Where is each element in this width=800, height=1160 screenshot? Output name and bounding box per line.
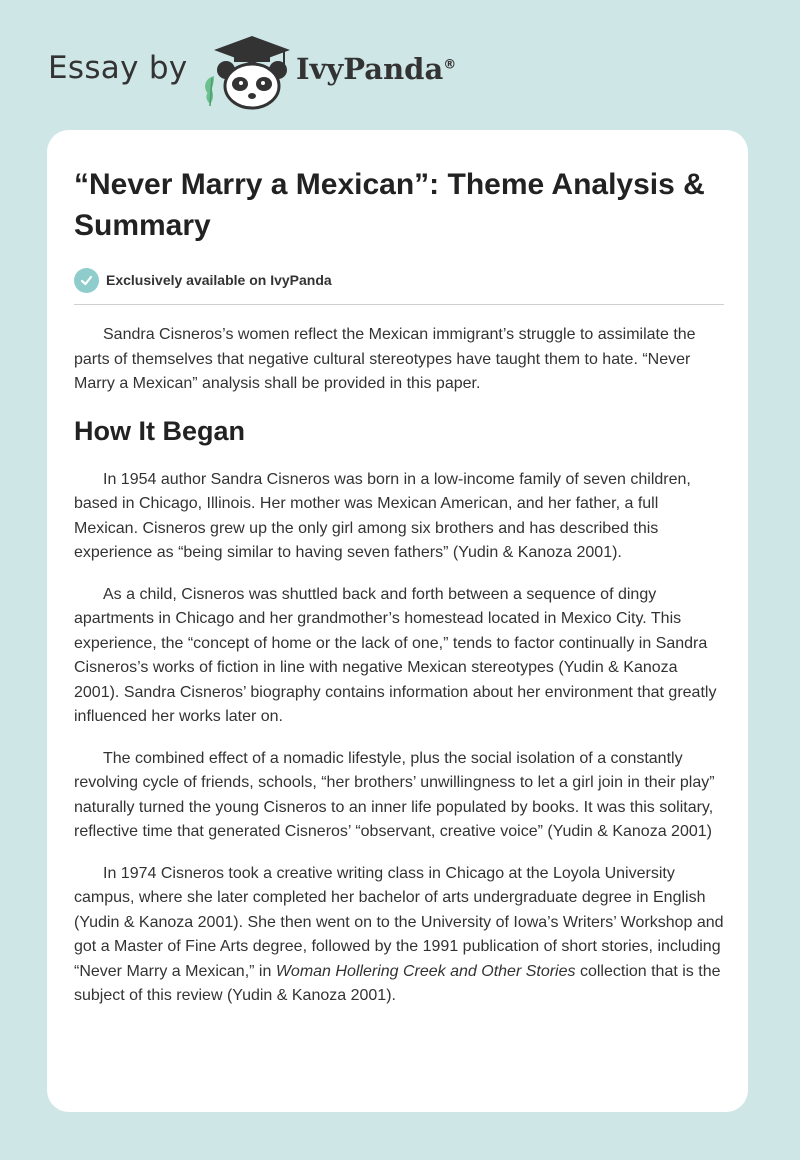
article-content: [74, 164, 724, 1026]
paragraph-3: The combined effect of a nomadic lifestyle, plus the social isolation of a constantly revolving cycle of friends, schools, “her brothers’ unwillingness to let a girl join in their play” naturally turned the young Cisneros to an inner life populated by books. It was this solitary, reflective time that generated Cisneros’ “observant, creative voice” (Yudin & Kanoza 2001): [74, 749, 715, 840]
panda-graduate-icon[interactable]: [200, 34, 296, 110]
paragraph-2: As a child, Cisneros was shuttled back and forth between a sequence of dingy apartments in Chicago and her grandmother’s homestead located in Mexico City. This experience, the “concept of home or the lack of one,” tends to factor continually in Sandra Cisneros’s works of fiction in line with negative Mexican stereotypes (Yudin & Kanoza 2001). Sandra Cisneros’ biography contains information about her environment that greatly influenced her works later on.: [74, 585, 717, 725]
check-icon: [74, 268, 99, 293]
divider: [74, 304, 724, 305]
brand-prefix: Essay by: [48, 50, 188, 86]
site-header: [0, 0, 800, 128]
paragraph-4-text-a: In 1974 Cisneros took a creative writing class in Chicago at the Loyola University campus, where she later completed her bachelor of arts undergraduate degree in English (Yudin & Kanoza 2001). She then went on to the University of Iowa’s Writers’ Workshop and got a Master of Fine Arts degree, followed by the 1991 publication of short stories, including “Never Marry a Mexican,” in: [74, 864, 724, 980]
exclusive-label: Exclusively available on IvyPanda: [106, 272, 332, 288]
article-title: “Never Marry a Mexican”: Theme Analysis & Summary: [74, 168, 705, 242]
section-heading: How It Began: [74, 415, 246, 446]
book-title: Woman Hollering Creek and Other Stories: [275, 962, 576, 980]
exclusive-badge: [74, 266, 724, 294]
paragraph-1: In 1954 author Sandra Cisneros was born in a low-income family of seven children, based in Chicago, Illinois. Her mother was Mexican American, and her father, a full Mexican. Cisneros grew up the only girl among six brothers and has described this experience as “being similar to having seven fathers” (Yudin & Kanoza 2001).: [74, 470, 691, 561]
paragraph-4: [74, 862, 724, 1009]
brand-name[interactable]: IvyPanda®: [296, 52, 457, 86]
intro-paragraph: Sandra Cisneros’s women reflect the Mexican immigrant’s struggle to assimilate the parts of themselves that negative cultural stereotypes have taught them to hate. “Never Marry a Mexican” analysis shall be provided in this paper.: [74, 326, 696, 392]
paragraph-4-text-b: collection that is the subject of this review (Yudin & Kanoza 2001).: [74, 962, 721, 1004]
article-card: [47, 130, 748, 1112]
